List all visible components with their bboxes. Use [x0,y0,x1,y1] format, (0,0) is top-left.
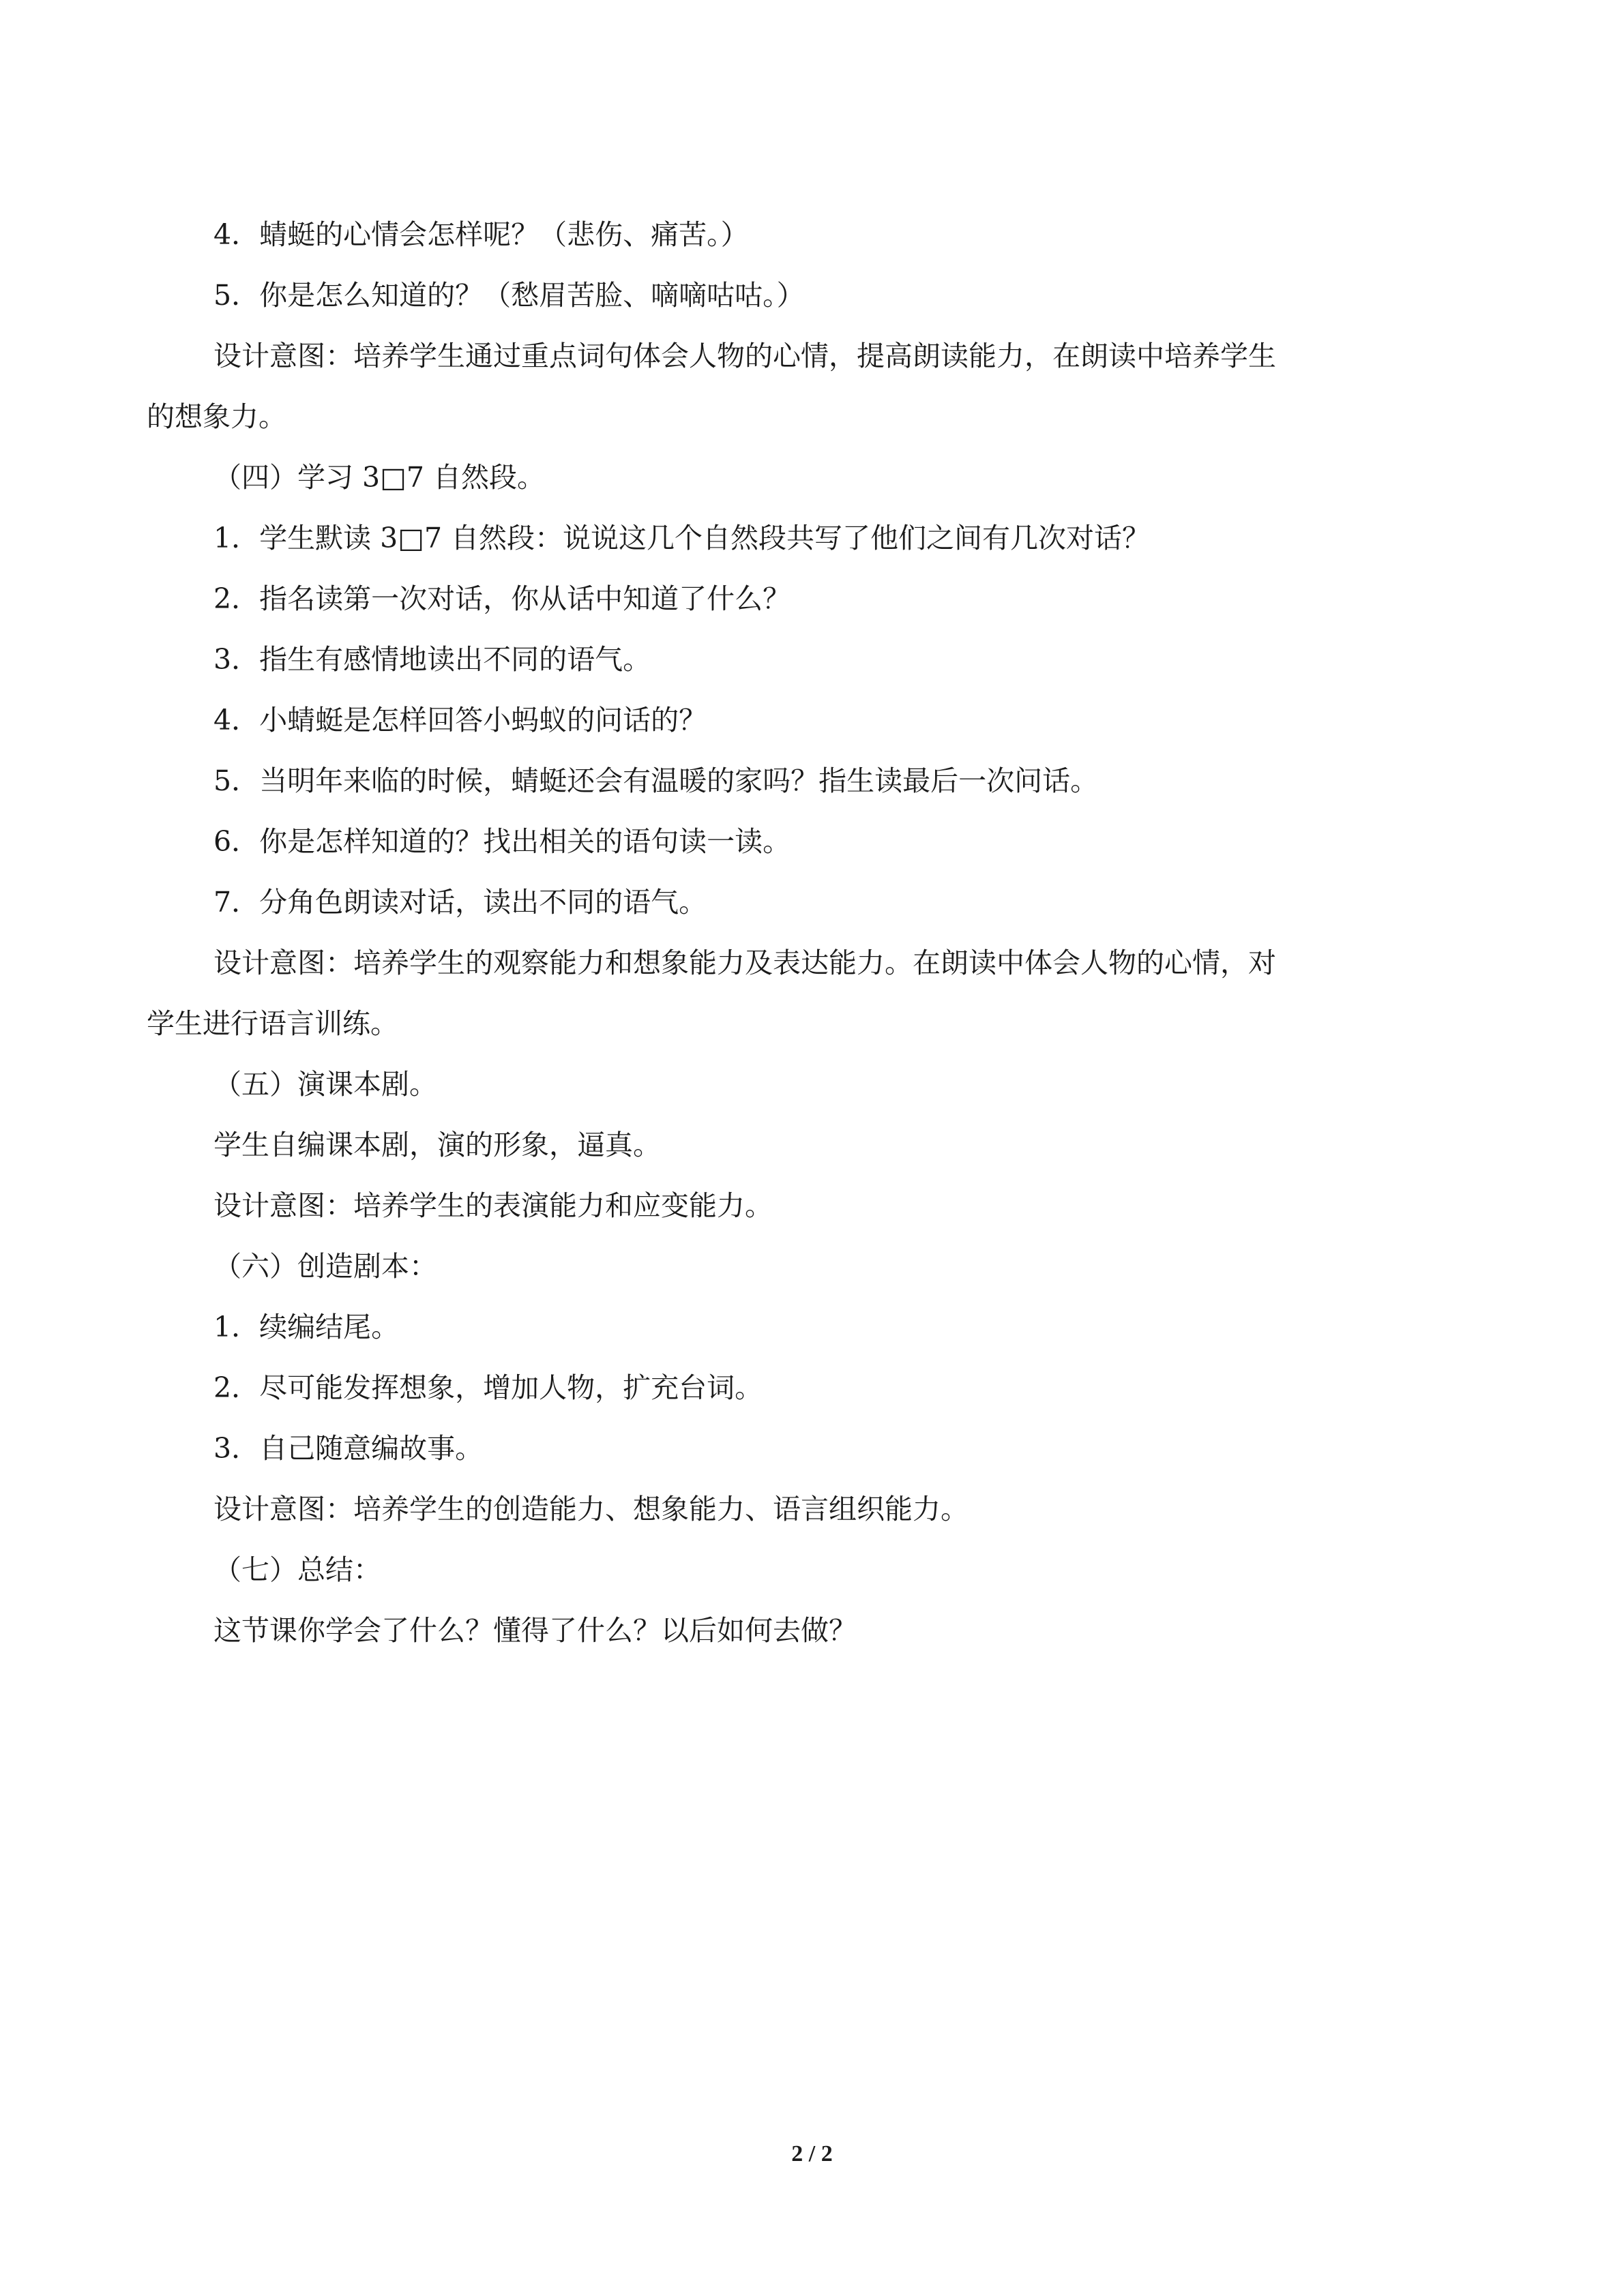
document-body [147,205,1477,1661]
paragraph-line: 设计意图：培养学生通过重点词句体会人物的心情，提高朗读能力，在朗读中培养学生 [213,340,1276,372]
paragraph-line: 设计意图：培养学生的观察能力和想象能力及表达能力。在朗读中体会人物的心情，对 [213,946,1276,979]
paragraph-line: 4．蜻蜓的心情会怎样呢？（悲伤、痛苦。） [213,218,749,251]
section-heading: （六）创造剧本： [213,1250,437,1283]
paragraph-line: 设计意图：培养学生的表演能力和应变能力。 [213,1189,773,1222]
paragraph-line: 2．指名读第一次对话，你从话中知道了什么？ [213,582,791,615]
paragraph-line: 1．续编结尾。 [213,1311,400,1343]
paragraph-line: 5．当明年来临的时候，蜻蜓还会有温暖的家吗？指生读最后一次问话。 [213,764,1099,797]
paragraph-line: 学生自编课本剧，演的形象，逼真。 [213,1129,661,1161]
paragraph-line: 7．分角色朗读对话，读出不同的语气。 [213,886,707,919]
page-number: 2 / 2 [791,2141,833,2166]
paragraph-line: 3．指生有感情地读出不同的语气。 [213,643,651,676]
paragraph-line: 1．学生默读 3□7 自然段：说说这几个自然段共写了他们之间有几次对话？ [213,522,1151,554]
section-heading: （七）总结： [213,1553,381,1586]
paragraph-line: 设计意图：培养学生的创造能力、想象能力、语言组织能力。 [213,1493,969,1525]
paragraph-line: 这节课你学会了什么？懂得了什么？以后如何去做？ [213,1614,857,1647]
paragraph-line: 的想象力。 [147,400,286,433]
paragraph-line: 4．小蜻蜓是怎样回答小蚂蚁的问话的？ [213,704,707,736]
section-heading: （五）演课本剧。 [213,1068,437,1101]
paragraph-line: 5．你是怎么知道的？（愁眉苦脸、嘀嘀咕咕。） [213,279,805,312]
paragraph-line: 2．尽可能发挥想象，增加人物，扩充台词。 [213,1371,763,1404]
paragraph-line: 6．你是怎样知道的？找出相关的语句读一读。 [213,825,791,858]
section-heading: （四）学习 3□7 自然段。 [213,461,545,494]
paragraph-line: 学生进行语言训练。 [147,1007,398,1040]
paragraph-line: 3．自己随意编故事。 [213,1432,484,1465]
